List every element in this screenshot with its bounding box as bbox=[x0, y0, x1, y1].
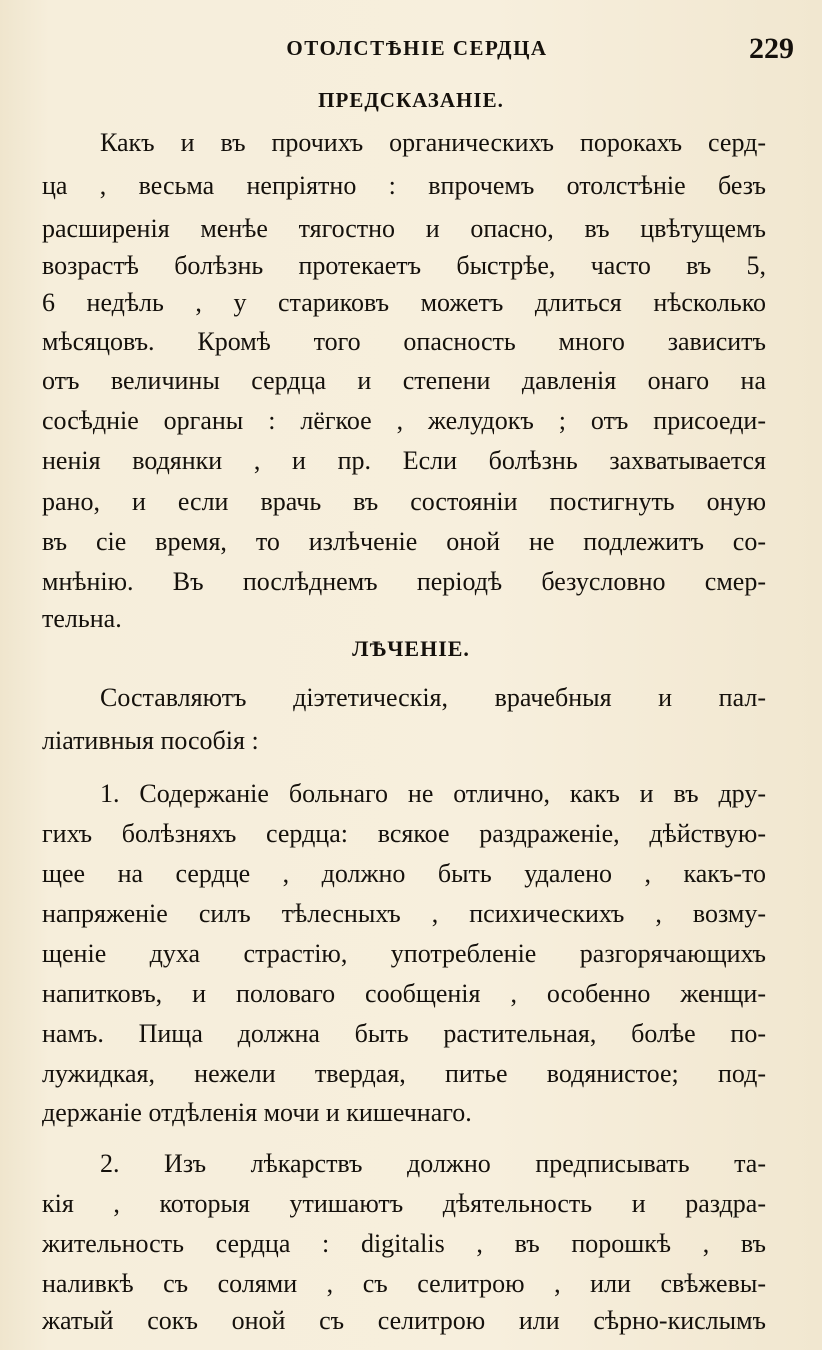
text-line: напряженіе силъ тѣлесныхъ , психическихъ , возму- bbox=[42, 899, 766, 928]
text-line: держаніе отдѣленія мочи и кишечнаго. bbox=[42, 1098, 472, 1127]
text-line: ліативныя пособія : bbox=[42, 726, 259, 755]
text-line: напитковъ, и половаго сообщенія , особенно женщи- bbox=[42, 979, 766, 1008]
text-line: гихъ болѣзняхъ сердца: всякое раздраженіе, дѣйствую- bbox=[42, 819, 766, 848]
text-line: въ сіе время, то излѣченіе оной не подлежитъ со- bbox=[42, 527, 766, 556]
text-line: сосѣдніе органы : лёгкое , желудокъ ; отъ присоеди- bbox=[42, 406, 766, 435]
page-number: 229 bbox=[749, 32, 794, 65]
text-line: ца , весьма непріятно : впрочемъ отолстѣніе безъ bbox=[42, 171, 766, 200]
running-head bbox=[40, 32, 794, 76]
text-line: мѣсяцовъ. Кромѣ того опасность много зависитъ bbox=[42, 327, 766, 356]
section-heading-prognosis: ПРЕДСКАЗАНІЕ. bbox=[318, 88, 504, 112]
text-line: щеніе духа страстію, употребленіе разгорячающихъ bbox=[42, 939, 766, 968]
text-line: кія , которыя утишаютъ дѣятельность и раздра- bbox=[42, 1189, 766, 1218]
text-line: жительность сердца : digitalis , въ порошкѣ , въ bbox=[42, 1229, 766, 1258]
text-line: жатый сокъ оной съ селитрою или сѣрно-кислымъ bbox=[42, 1306, 766, 1335]
text-line: тельна. bbox=[42, 604, 122, 633]
section-heading-treatment: ЛѢЧЕНІЕ. bbox=[352, 636, 470, 661]
text-line: ненія водянки , и пр. Если болѣзнь захватывается bbox=[42, 446, 766, 475]
text-line: расширенія менѣе тягостно и опасно, въ цвѣтущемъ bbox=[42, 214, 766, 243]
text-line: лужидкая, нежели твердая, питье водянистое; под- bbox=[42, 1059, 766, 1088]
text-line: наливкѣ съ солями , съ селитрою , или свѣжевы- bbox=[42, 1269, 766, 1298]
running-title: ОТОЛСТѢНІЕ СЕРДЦА bbox=[286, 36, 548, 60]
text-line: Какъ и въ прочихъ органическихъ порокахъ серд- bbox=[100, 128, 766, 157]
text-line: отъ величины сердца и степени давленія онаго на bbox=[42, 366, 766, 395]
text-line: возрастѣ болѣзнь протекаетъ быстрѣе, часто въ 5, bbox=[42, 251, 766, 280]
text-line: Составляютъ діэтетическія, врачебныя и пал- bbox=[100, 683, 766, 712]
text-line: 6 недѣль , у стариковъ можетъ длиться нѣсколько bbox=[42, 288, 766, 317]
text-line: 2. Изъ лѣкарствъ должно предписывать та- bbox=[100, 1149, 766, 1178]
text-line: намъ. Пища должна быть растительная, болѣе по- bbox=[42, 1019, 766, 1048]
text-line: щее на сердце , должно быть удалено , какъ-то bbox=[42, 859, 766, 888]
text-line: 1. Содержаніе больнаго не отлично, какъ и въ дру- bbox=[100, 779, 766, 808]
text-line: мнѣнію. Въ послѣднемъ періодѣ безусловно смер- bbox=[42, 567, 766, 596]
text-line: рано, и если врачь въ состояніи постигнуть оную bbox=[42, 487, 766, 516]
